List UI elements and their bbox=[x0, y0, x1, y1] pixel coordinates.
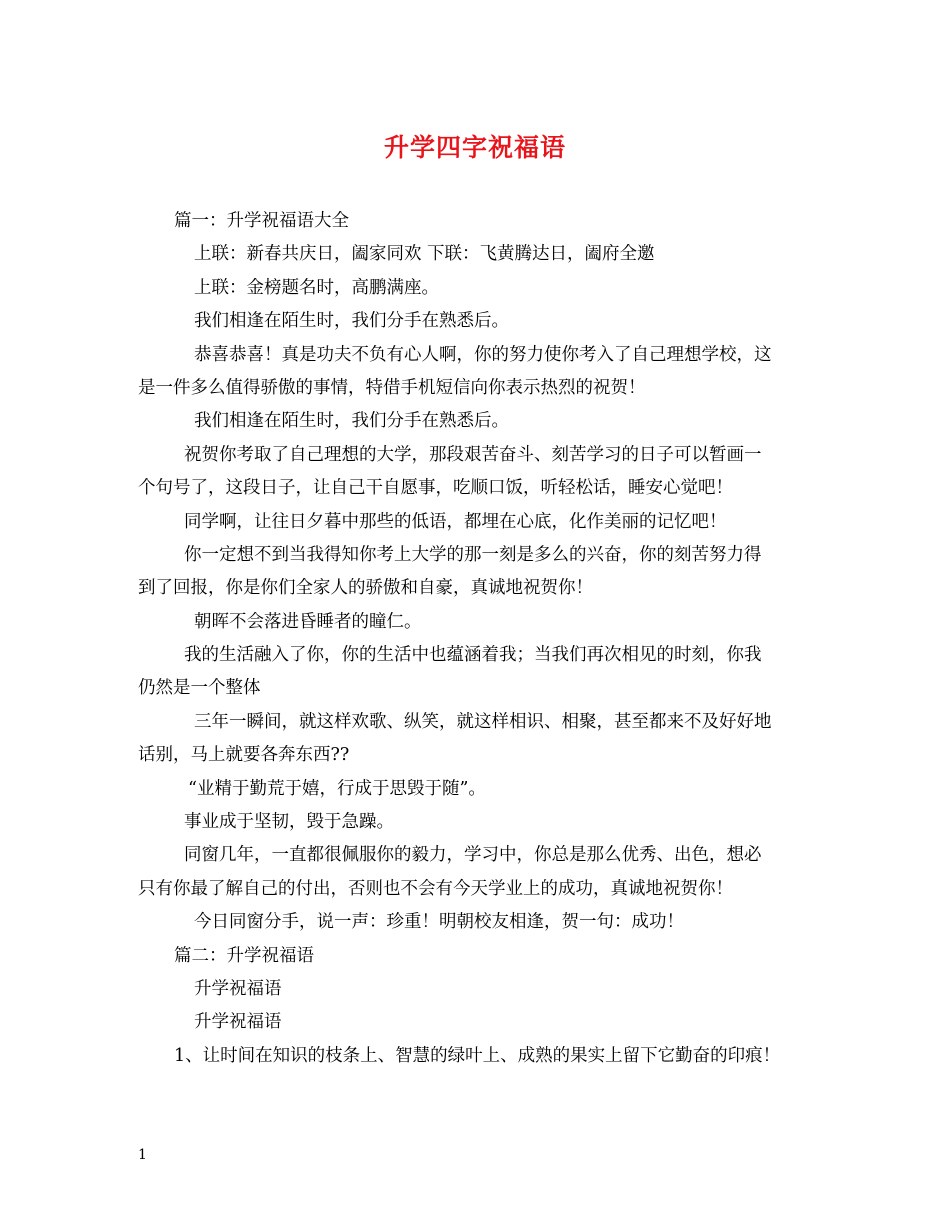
text-line: 上联：新春共庆日，阖家同欢 下联：飞黄腾达日，阖府全邀 bbox=[194, 244, 655, 265]
document-title: 升学四字祝福语 bbox=[383, 133, 566, 162]
page-number: 1 bbox=[138, 1147, 147, 1163]
text-line: 只有你最了解自己的付出，否则也不会有今天学业上的成功，真诚地祝贺你！ bbox=[138, 878, 733, 899]
text-line: 篇二：升学祝福语 bbox=[174, 945, 314, 966]
text-line: “业精于勤荒于嬉，行成于思毁于随”。 bbox=[188, 778, 486, 799]
text-line: 个句号了，这段日子，让自己干自愿事，吃顺口饭，听轻松话，睡安心觉吧！ bbox=[138, 478, 733, 499]
text-line: 恭喜恭喜！真是功夫不负有心人啊，你的努力使你考入了自己理想学校，这 bbox=[194, 344, 772, 365]
text-line: 1、让时间在知识的枝条上、智慧的绿叶上、成熟的果实上留下它勤奋的印痕！ bbox=[174, 1045, 781, 1066]
text-line: 篇一：升学祝福语大全 bbox=[174, 211, 349, 231]
text-line: 升学祝福语 bbox=[194, 1012, 282, 1033]
text-line: 事业成于坚韧，毁于急躁。 bbox=[184, 812, 394, 833]
text-line: 升学祝福语 bbox=[194, 978, 282, 999]
text-line: 你一定想不到当我得知你考上大学的那一刻是多么的兴奋，你的刻苦努力得 bbox=[184, 544, 762, 565]
text-line: 仍然是一个整体 bbox=[138, 678, 261, 699]
text-line: 祝贺你考取了自己理想的大学，那段艰苦奋斗、刻苦学习的日子可以暂画一 bbox=[184, 444, 762, 465]
text-line: 是一件多么值得骄傲的事情，特借手机短信向你表示热烈的祝贺！ bbox=[138, 377, 646, 398]
text-line: 同学啊，让往日夕暮中那些的低语，都埋在心底，化作美丽的记忆吧！ bbox=[184, 511, 727, 532]
text-line: 我们相逢在陌生时，我们分手在熟悉后。 bbox=[194, 311, 509, 332]
text-line: 我们相逢在陌生时，我们分手在熟悉后。 bbox=[194, 411, 509, 432]
text-line: 上联：金榜题名时，高鹏满座。 bbox=[194, 277, 439, 298]
text-line: 我的生活融入了你，你的生活中也蕴涵着我；当我们再次相见的时刻，你我 bbox=[184, 645, 762, 666]
text-line: 今日同窗分手，说一声：珍重！明朝校友相逢，贺一句：成功！ bbox=[194, 912, 684, 933]
text-line: 三年一瞬间，就这样欢歌、纵笑，就这样相识、相聚，甚至都来不及好好地 bbox=[194, 711, 772, 732]
text-line: 朝晖不会落进昏睡者的瞳仁。 bbox=[194, 611, 422, 632]
document-body bbox=[138, 205, 818, 1073]
text-line: 到了回报，你是你们全家人的骄傲和自豪，真诚地祝贺你！ bbox=[138, 578, 593, 599]
text-line: 同窗几年，一直都很佩服你的毅力，学习中，你总是那么优秀、出色，想必 bbox=[184, 845, 762, 866]
text-line: 话别，马上就要各奔东西?? bbox=[138, 745, 350, 766]
